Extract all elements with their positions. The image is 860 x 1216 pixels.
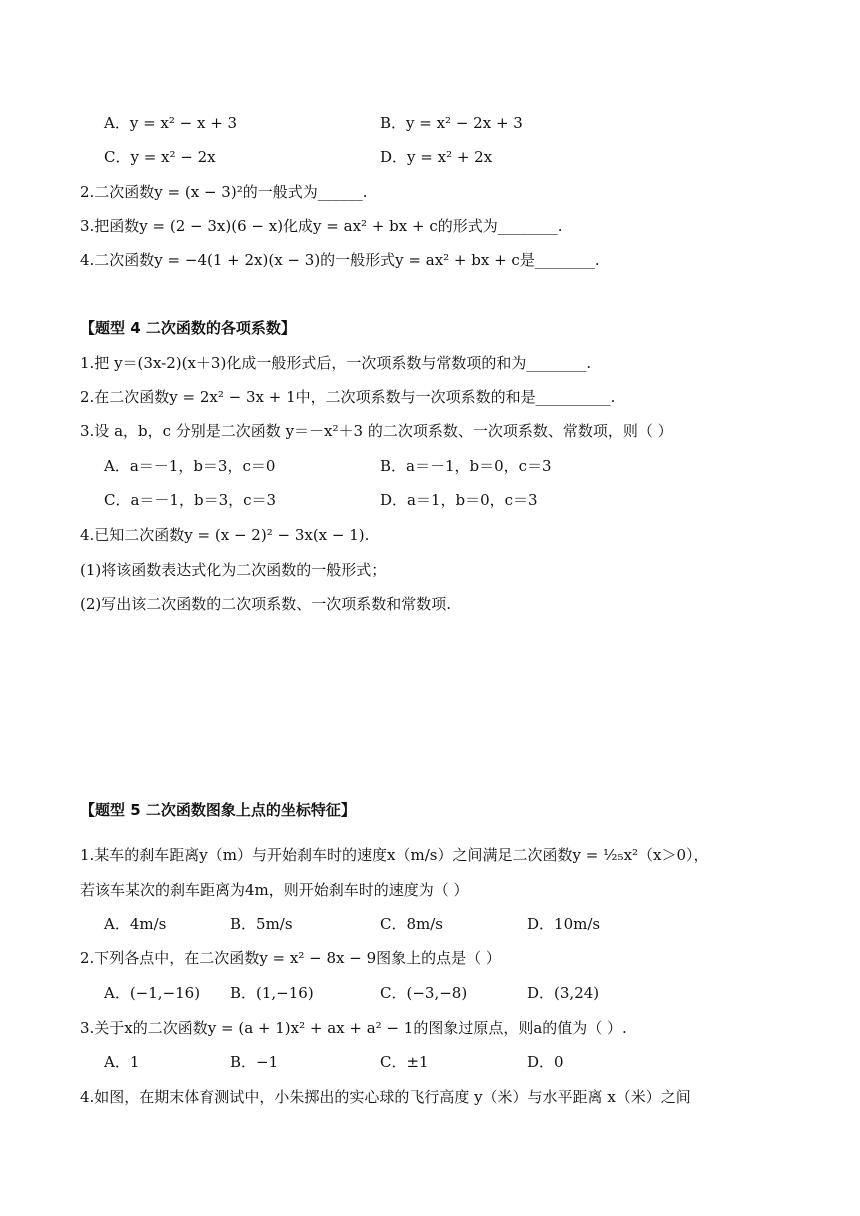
s4-q3-option-c: C．a＝－1，b＝3，c＝3 bbox=[104, 491, 277, 509]
s5-q2-option-a: A．(−1,−16) bbox=[104, 984, 201, 1002]
s5-question-2: 2.下列各点中，在二次函数y = x² − 8x − 9图象上的点是（ ） bbox=[80, 949, 501, 967]
s5-q1-option-b: B．5m/s bbox=[230, 915, 293, 933]
option-d: D．y = x² + 2x bbox=[380, 148, 493, 166]
s5-q3-option-b: B．−1 bbox=[230, 1053, 279, 1071]
s5-q3-option-c: C．±1 bbox=[380, 1053, 429, 1071]
option-b: B．y = x² − 2x + 3 bbox=[380, 114, 523, 132]
s5-question-4: 4.如图，在期末体育测试中，小朱掷出的实心球的飞行高度 y（米）与水平距离 x（米）之间 bbox=[80, 1088, 691, 1106]
question-3: 3.把函数y = (2 − 3x)(6 − x)化成y = ax² + bx + c的形式为________. bbox=[80, 217, 563, 235]
s4-q3-option-d: D．a＝1，b＝0，c＝3 bbox=[380, 491, 538, 509]
s5-q1-option-c: C．8m/s bbox=[380, 915, 443, 933]
question-4: 4.二次函数y = −4(1 + 2x)(x − 3)的一般形式y = ax² + bx + c是________. bbox=[80, 251, 600, 269]
s5-q2-option-d: D．(3,24) bbox=[527, 984, 600, 1002]
question-2: 2.二次函数y = (x − 3)²的一般式为______. bbox=[80, 183, 368, 201]
s5-q1-option-a: A．4m/s bbox=[104, 915, 167, 933]
section-5-title: 【题型 5 二次函数图象上点的坐标特征】 bbox=[80, 801, 356, 819]
s5-question-1-line-1: 1.某车的刹车距离y（m）与开始刹车时的速度x（m/s）之间满足二次函数y = ¹⁄₂₅x²（x＞0）， bbox=[80, 846, 709, 864]
s5-q3-option-d: D．0 bbox=[527, 1053, 564, 1071]
s4-question-3: 3.设 a，b，c 分别是二次函数 y＝－x²＋3 的二次项系数、一次项系数、常数项，则（ ） bbox=[80, 422, 673, 440]
s5-q1-option-d: D．10m/s bbox=[527, 915, 601, 933]
option-c: C．y = x² − 2x bbox=[104, 148, 216, 166]
s5-question-1-line-2: 若该车某次的刹车距离为4m，则开始刹车时的速度为（ ） bbox=[80, 881, 469, 899]
section-4-title: 【题型 4 二次函数的各项系数】 bbox=[80, 319, 296, 337]
s4-question-4: 4.已知二次函数y = (x − 2)² − 3x(x − 1). bbox=[80, 526, 370, 544]
option-a: A．y = x² − x + 3 bbox=[104, 114, 238, 132]
s4-q3-option-b: B．a＝－1，b＝0，c＝3 bbox=[380, 457, 552, 475]
s5-question-3: 3.关于x的二次函数y = (a + 1)x² + ax + a² − 1的图象过原点，则a的值为（ ）. bbox=[80, 1019, 627, 1037]
s4-q3-option-a: A．a＝－1，b＝3，c＝0 bbox=[104, 457, 276, 475]
s4-question-1: 1.把 y＝(3x-2)(x＋3)化成一般形式后，一次项系数与常数项的和为________. bbox=[80, 354, 592, 372]
s5-q2-option-b: B．(1,−16) bbox=[230, 984, 314, 1002]
s5-q2-option-c: C．(−3,−8) bbox=[380, 984, 468, 1002]
s4-question-2: 2.在二次函数y = 2x² − 3x + 1中，二次项系数与一次项系数的和是__________. bbox=[80, 388, 616, 406]
s4-q4-part-1: (1)将该函数表达式化为二次函数的一般形式； bbox=[80, 561, 387, 579]
s4-q4-part-2: (2)写出该二次函数的二次项系数、一次项系数和常数项. bbox=[80, 595, 452, 613]
s5-q3-option-a: A．1 bbox=[104, 1053, 140, 1071]
